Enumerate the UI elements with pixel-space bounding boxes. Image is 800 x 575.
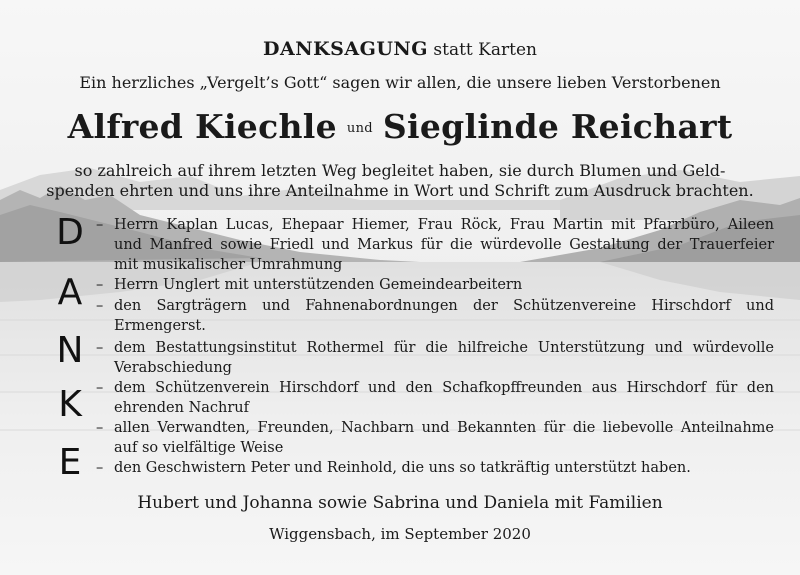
list-item-line: dem Schützenverein Hirschdorf und den Schafkopffreunden aus Hirschdorf für den — [114, 380, 774, 396]
list-item-line: und Manfred sowie Friedl und Markus für die würdevolle Gestaltung der Trauerfeier — [114, 237, 774, 253]
deceased-name-2: Sieglinde Reichart — [382, 107, 733, 146]
list-dash: – — [96, 298, 104, 314]
list-item-line: ehrenden Nachruf — [114, 400, 250, 416]
list-dash: – — [96, 380, 104, 396]
family-signature: Hubert und Johanna sowie Sabrina und Daniela mit Familien — [137, 493, 663, 513]
heading-subtitle: statt Karten — [433, 40, 537, 60]
danke-letter-a: A — [57, 272, 83, 313]
list-item-line: den Geschwistern Peter und Reinhold, die uns so tatkräftig unterstützt haben. — [114, 460, 691, 476]
heading-title: DANKSAGUNG — [263, 38, 428, 60]
thanks-line: spenden ehrten und uns ihre Anteilnahme in Wort und Schrift zum Ausdruck brachten. — [46, 181, 754, 200]
list-dash: – — [96, 460, 104, 476]
list-item-line: auf so vielfältige Weise — [114, 440, 284, 456]
place-date: Wiggensbach, im September 2020 — [269, 525, 531, 543]
list-item-line: Verabschiedung — [114, 360, 232, 376]
deceased-name-1: Alfred Kiechle — [67, 107, 337, 146]
list-dash: – — [96, 340, 104, 356]
list-item-line: mit musikalischer Umrahmung — [114, 257, 343, 273]
list-item-line: den Sargträgern und Fahnenabordnungen der Schützenvereine Hirschdorf und — [114, 298, 774, 314]
list-item-line: dem Bestattungsinstitut Rothermel für die hilfreiche Unterstützung und würdevolle — [114, 340, 774, 356]
list-dash: – — [96, 420, 104, 436]
danke-letter-n: N — [56, 330, 84, 371]
thanks-line: so zahlreich auf ihrem letzten Weg begleitet haben, sie durch Blumen und Geld- — [74, 161, 726, 180]
list-item-line: Herrn Kaplan Lucas, Ehepaar Hiemer, Frau Röck, Frau Martin mit Pfarrbüro, Aileen — [114, 217, 774, 233]
list-item-line: Ermengerst. — [114, 318, 206, 334]
deceased-names — [0, 107, 800, 146]
list-dash: – — [96, 217, 104, 233]
heading — [0, 38, 800, 60]
names-connector: und — [346, 121, 373, 136]
danke-letter-e: E — [58, 442, 82, 483]
danke-letter-k: K — [58, 384, 82, 425]
list-item-line: allen Verwandten, Freunden, Nachbarn und Bekannten für die liebevolle Anteilnahme — [114, 420, 774, 436]
list-item-line: Herrn Unglert mit unterstützenden Gemeindearbeitern — [114, 277, 523, 293]
intro-text: Ein herzliches „Vergelt’s Gott“ sagen wir allen, die unsere lieben Verstorbenen — [79, 73, 721, 92]
danke-letter-d: D — [56, 212, 84, 253]
list-dash: – — [96, 277, 104, 293]
